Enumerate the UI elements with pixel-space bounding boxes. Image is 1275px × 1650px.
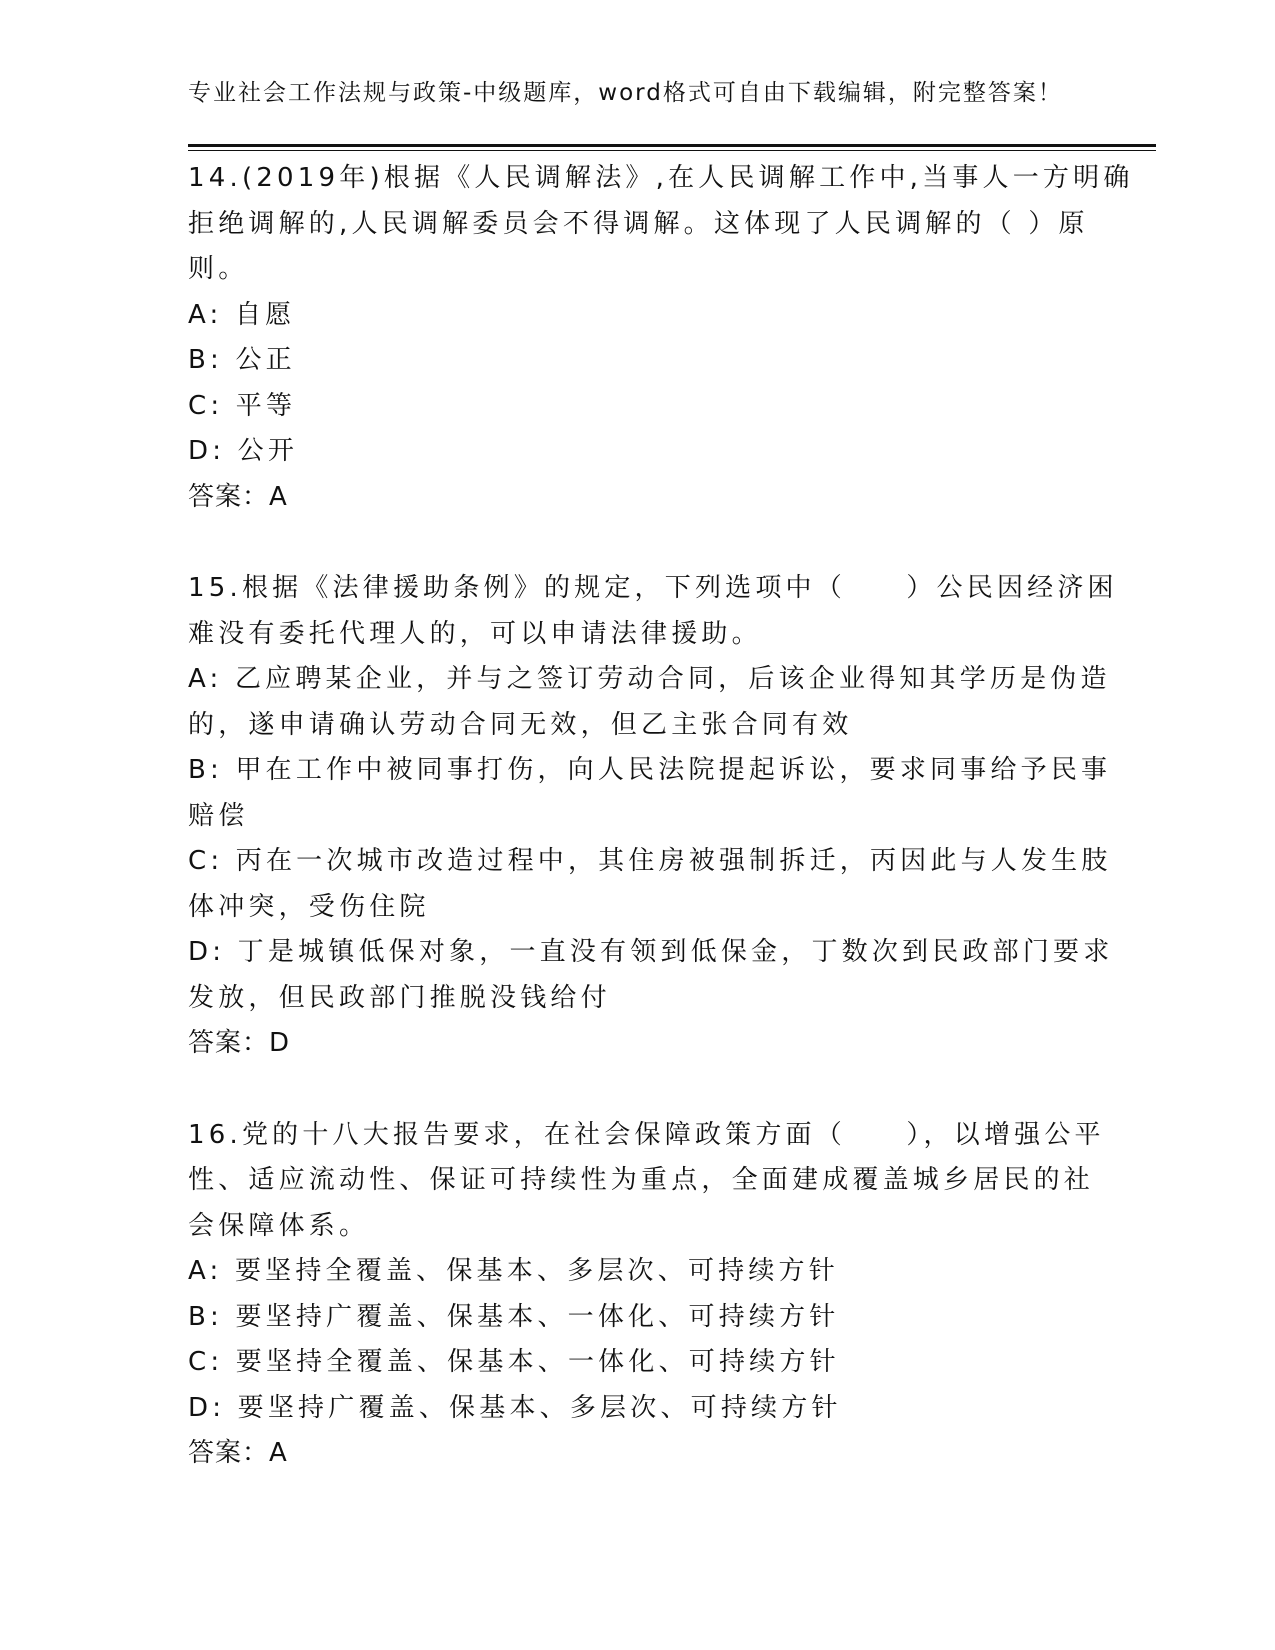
header-rule [188, 144, 1156, 147]
question-stem-line: 拒绝调解的,人民调解委员会不得调解。这体现了人民调解的（ ）原 [188, 208, 1089, 239]
option-d-continued: 发放，但民政部门推脱没钱给付 [188, 982, 611, 1013]
option-c: C: 要坚持全覆盖、保基本、一体化、可持续方针 [188, 1347, 840, 1377]
option-c: C: 丙在一次城市改造过程中，其住房被强制拆迁，丙因此与人发生肢 [188, 846, 1112, 876]
option-a: A: 乙应聘某企业，并与之签订劳动合同，后该企业得知其学历是伪造 [188, 664, 1111, 694]
option-b-continued: 赔偿 [188, 800, 249, 831]
option-d: D: 丁是城镇低保对象，一直没有领到低保金，丁数次到民政部门要求 [188, 937, 1114, 967]
header-rule-thin [188, 150, 1156, 151]
option-b: B: 甲在工作中被同事打伤，向人民法院提起诉讼，要求同事给予民事 [188, 755, 1112, 785]
option-a: A: 自愿 [188, 299, 296, 330]
answer-value: D [269, 1028, 291, 1058]
option-c-continued: 体冲突，受伤住院 [188, 891, 430, 922]
question-stem-line: 会保障体系。 [188, 1210, 370, 1241]
option-d: D: 公开 [188, 436, 299, 466]
answer-line [188, 1431, 1088, 1477]
question-stem-line: 则。 [188, 254, 249, 284]
question-stem-line: 16.党的十八大报告要求，在社会保障政策方面（ ），以增强公平 [188, 1119, 1105, 1150]
question-14 [188, 156, 1134, 520]
question-list [188, 156, 1134, 1477]
option-d: D: 要坚持广覆盖、保基本、多层次、可持续方针 [188, 1392, 842, 1423]
answer-line [188, 1021, 1088, 1067]
option-a-continued: 的，遂申请确认劳动合同无效，但乙主张合同有效 [188, 709, 853, 740]
page-header: 专业社会工作法规与政策-中级题库，word格式可自由下载编辑，附完整答案！ [188, 80, 1063, 106]
answer-label: 答案： [188, 1028, 270, 1058]
answer-value: A [269, 481, 288, 512]
option-a: A: 要坚持全覆盖、保基本、多层次、可持续方针 [188, 1256, 839, 1286]
question-spacer [188, 520, 1088, 566]
question-spacer [188, 1067, 1088, 1113]
answer-label: 答案： [188, 1438, 270, 1468]
question-stem-line: 难没有委托代理人的，可以申请法律援助。 [188, 618, 762, 649]
answer-label: 答案： [188, 481, 270, 512]
question-stem-line: 15.根据《法律援助条例》的规定，下列选项中（ ）公民因经济困 [188, 573, 1118, 603]
option-b: B: 要坚持广覆盖、保基本、一体化、可持续方针 [188, 1301, 840, 1332]
answer-line [188, 475, 1088, 521]
question-16 [188, 1113, 1105, 1477]
question-15 [188, 566, 1118, 1067]
option-c: C: 平等 [188, 390, 297, 421]
option-b: B: 公正 [188, 345, 296, 375]
question-stem-line: 14.(2019年)根据《人民调解法》,在人民调解工作中,当事人一方明确 [188, 163, 1134, 193]
question-stem-line: 性、适应流动性、保证可持续性为重点，全面建成覆盖城乡居民的社 [188, 1165, 1095, 1195]
answer-value: A [269, 1438, 288, 1468]
